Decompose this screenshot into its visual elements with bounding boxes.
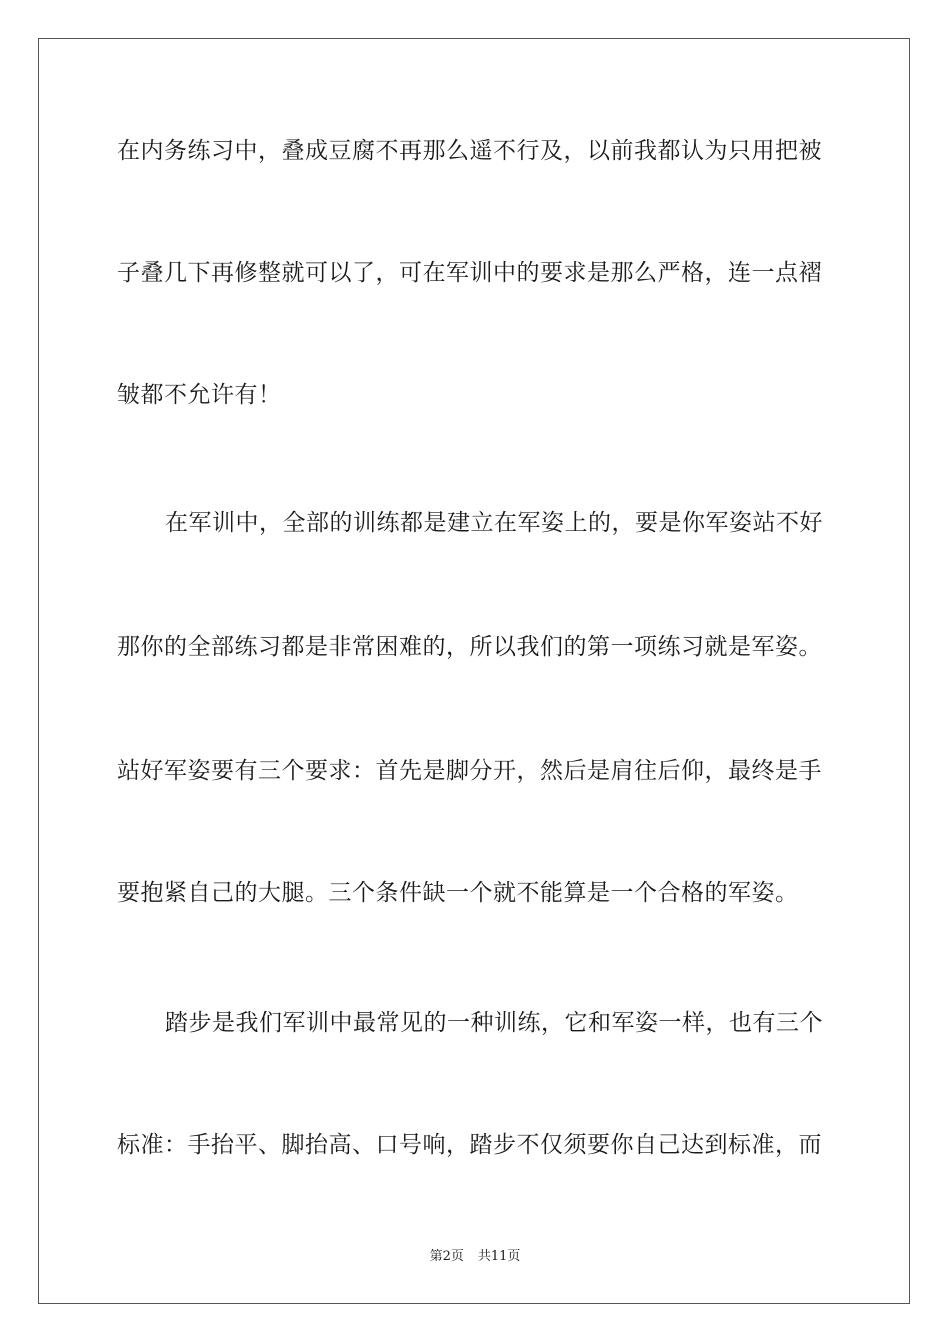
- page-total: 共11页: [477, 1249, 521, 1264]
- page-footer: [0, 1248, 950, 1266]
- text-line: 标准：手抬平、脚抬高、口号响，踏步不仅须要你自己达到标准，而: [117, 1132, 822, 1158]
- text-line: 站好军姿要有三个要求：首先是脚分开，然后是肩往后仰，最终是手: [117, 758, 822, 784]
- page-number: 第2页: [429, 1249, 464, 1264]
- text-line: 那你的全部练习都是非常困难的，所以我们的第一项练习就是军姿。: [117, 634, 822, 660]
- text-line: 子叠几下再修整就可以了，可在军训中的要求是那么严格，连一点褶: [117, 260, 822, 286]
- text-line: 踏步是我们军训中最常见的一种训练，它和军姿一样，也有三个: [165, 1010, 823, 1036]
- text-line: 在内务练习中，叠成豆腐不再那么遥不行及，以前我都认为只用把被: [117, 138, 822, 164]
- text-line: 皱都不允许有！: [117, 382, 282, 408]
- text-line: 在军训中，全部的训练都是建立在军姿上的，要是你军姿站不好: [165, 510, 823, 536]
- page-border: [38, 38, 910, 1304]
- text-line: 要抱紧自己的大腿。三个条件缺一个就不能算是一个合格的军姿。: [117, 880, 799, 906]
